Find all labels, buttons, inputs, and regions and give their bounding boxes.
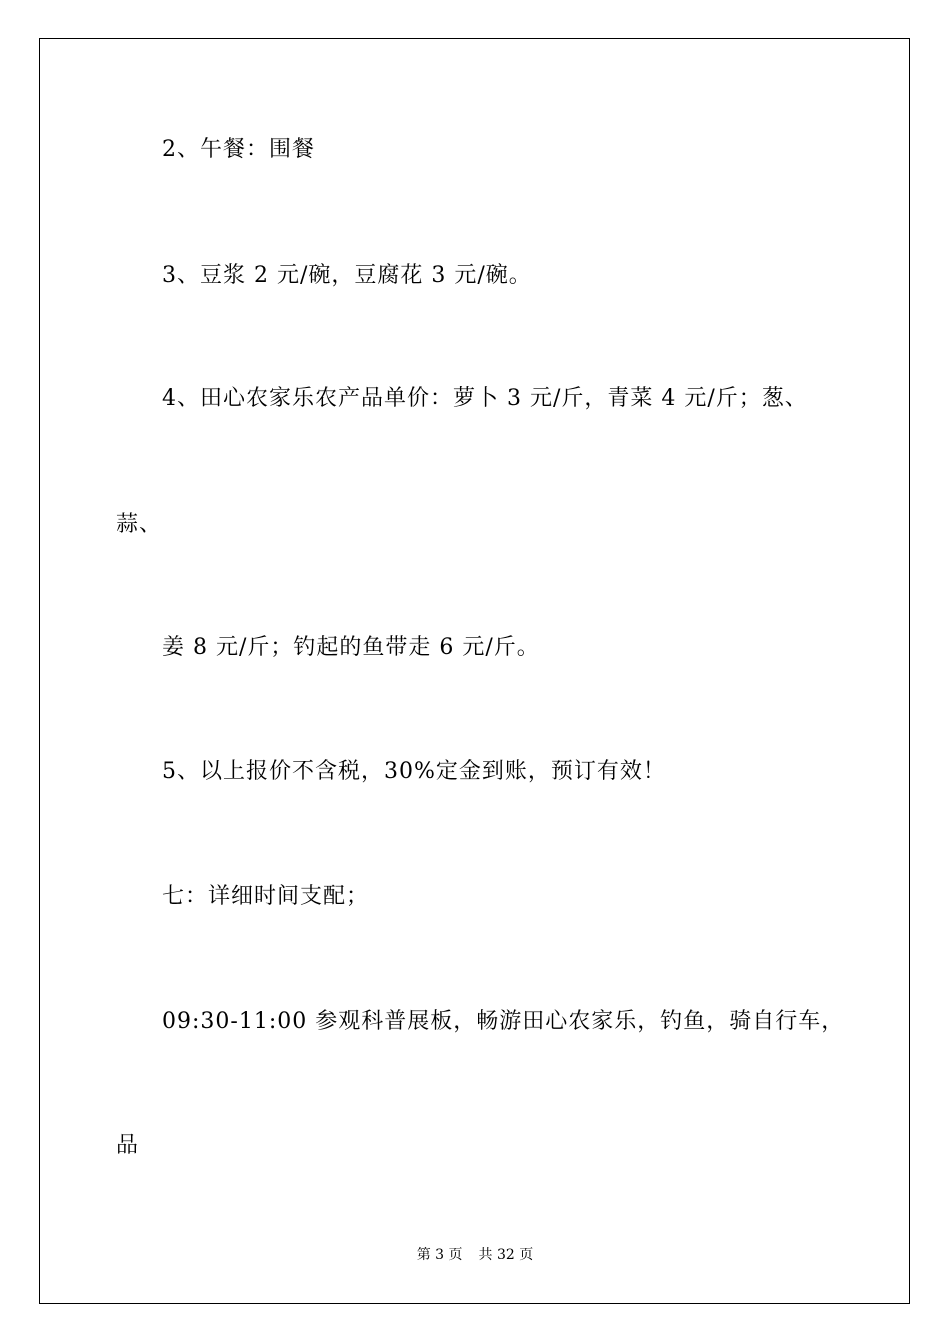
page-footer (0, 1246, 950, 1264)
text-line-schedule-morning: 09:30-11:00 参观科普展板，畅游田心农家乐，钓鱼，骑自行车， (162, 1009, 845, 1034)
text-line-lunch: 2、午餐：围餐 (162, 137, 315, 162)
section-heading-schedule: 七：详细时间支配； (162, 884, 370, 909)
page-number: 第 3 页 (416, 1247, 463, 1263)
text-line-produce-price: 4、田心农家乐农产品单价：萝卜 3 元/斤，青菜 4 元/斤；葱、 (162, 386, 808, 411)
text-line-ginger-fish-price: 姜 8 元/斤；钓起的鱼带走 6 元/斤。 (162, 635, 540, 660)
page-total: 共 32 页 (478, 1247, 534, 1263)
text-line-garlic: 蒜、 (116, 512, 163, 537)
text-line-continued: 品 (116, 1133, 140, 1158)
text-line-soy-milk-price: 3、豆浆 2 元/碗，豆腐花 3 元/碗。 (162, 263, 532, 288)
page-border (39, 38, 910, 1304)
text-line-quote-terms: 5、以上报价不含税，30%定金到账，预订有效！ (162, 759, 666, 784)
